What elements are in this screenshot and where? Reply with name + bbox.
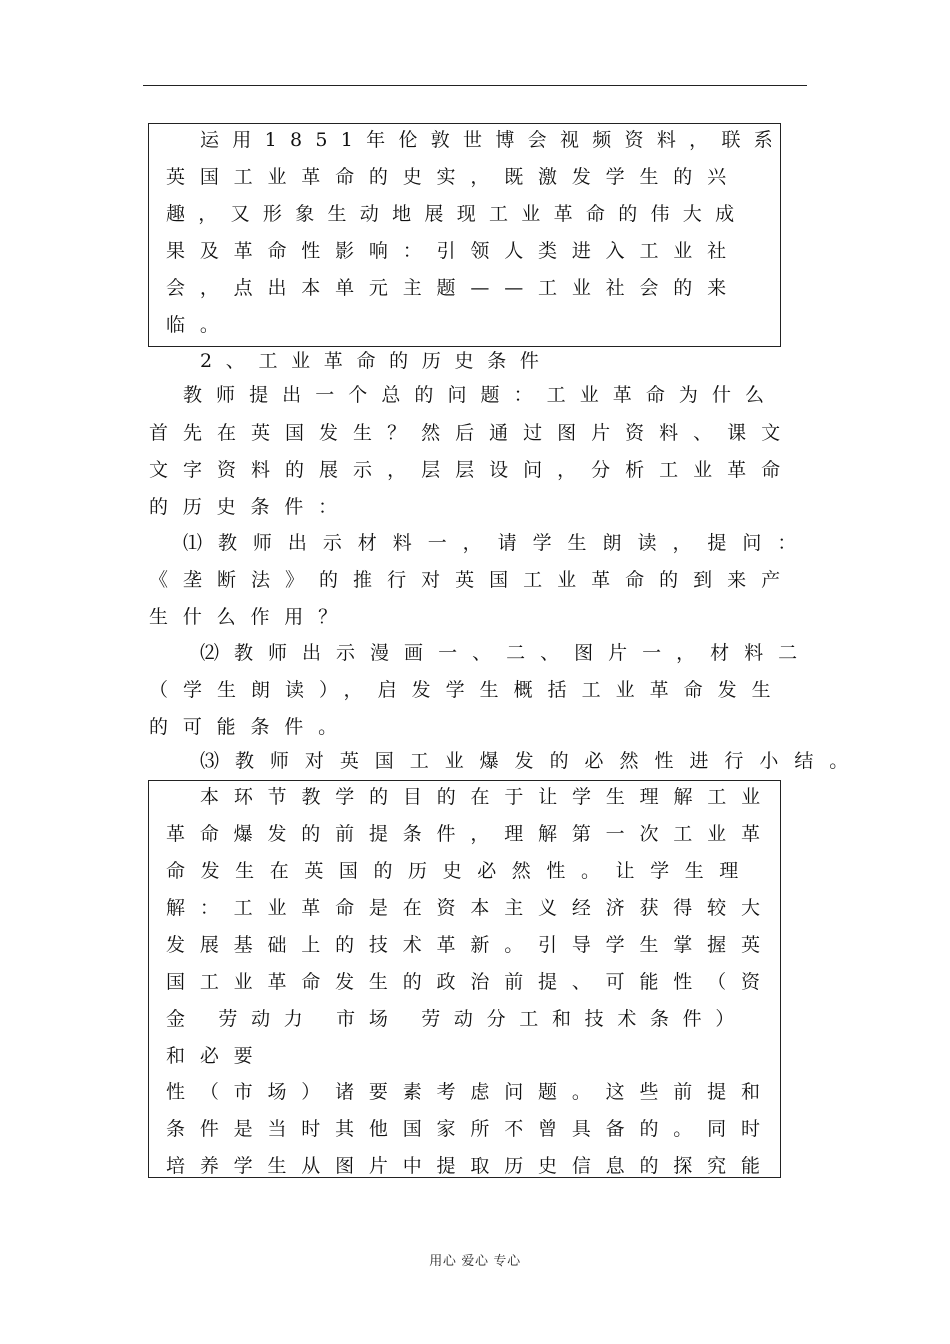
body-line-2: 首先在英国发生？然后通过图片资料、课文 [149,422,796,444]
box1-line-4: 果及革命性影响：引领人类进入工业社 [166,240,741,262]
box2-line-11: 培养学生从图片中提取历史信息的探究能 [166,1155,775,1177]
box2-line-8: 和必要 [166,1045,268,1067]
body-line-8: ⑵教师出示漫画一、二、图片一，材料二 [200,642,813,664]
body-line-6: 《垄断法》的推行对英国工业革命的到来产 [149,569,796,591]
body-line-10: 的可能条件。 [149,716,352,738]
box2-line-1: 本环节教学的目的在于让学生理解工业 [200,786,775,808]
body-line-5: ⑴教师出示材料一，请学生朗读，提问： [183,532,813,554]
body-line-9: （学生朗读），启发学生概括工业革命发生 [149,679,786,701]
box1-line-1: 运用1851年伦敦世博会视频资料，联系 [200,129,787,151]
page-footer: 用心 爱心 专心 [429,1254,521,1269]
body-line-11: ⑶教师对英国工业爆发的必然性进行小结。 [200,750,865,772]
header-rule [143,85,807,86]
box2-line-9: 性（市场）诸要素考虑问题。这些前提和 [166,1081,775,1103]
box1-line-6: 临。 [166,314,234,336]
body-line-4: 的历史条件： [149,496,352,518]
box1-line-5: 会，点出本单元主题——工业社会的来 [166,277,741,299]
comment-box-1 [148,123,781,347]
box2-line-4: 解：工业革命是在资本主义经济获得较大 [166,897,775,919]
section-heading: 2、工业革命的历史条件 [200,350,553,372]
box2-line-5: 发展基础上的技术革新。引导学生掌握英 [166,934,775,956]
box2-line-3: 命发生在英国的历史必然性。让学生理 [166,860,754,882]
box2-line-2: 革命爆发的前提条件，理解第一次工业革 [166,823,775,845]
box1-line-3: 趣，又形象生动地展现工业革命的伟大成 [166,203,748,225]
box1-line-2: 英国工业革命的史实，既激发学生的兴 [166,166,741,188]
box2-line-7: 金 劳动力 市场 劳动分工和技术条件） [166,1008,749,1030]
body-line-3: 文字资料的展示，层层设问，分析工业革命 [149,459,796,481]
body-line-1: 教师提出一个总的问题：工业革命为什么 [183,384,779,406]
box2-line-10: 条件是当时其他国家所不曾具备的。同时 [166,1118,775,1140]
box2-line-6: 国工业革命发生的政治前提、可能性（资 [166,971,775,993]
body-line-7: 生什么作用？ [149,606,352,628]
